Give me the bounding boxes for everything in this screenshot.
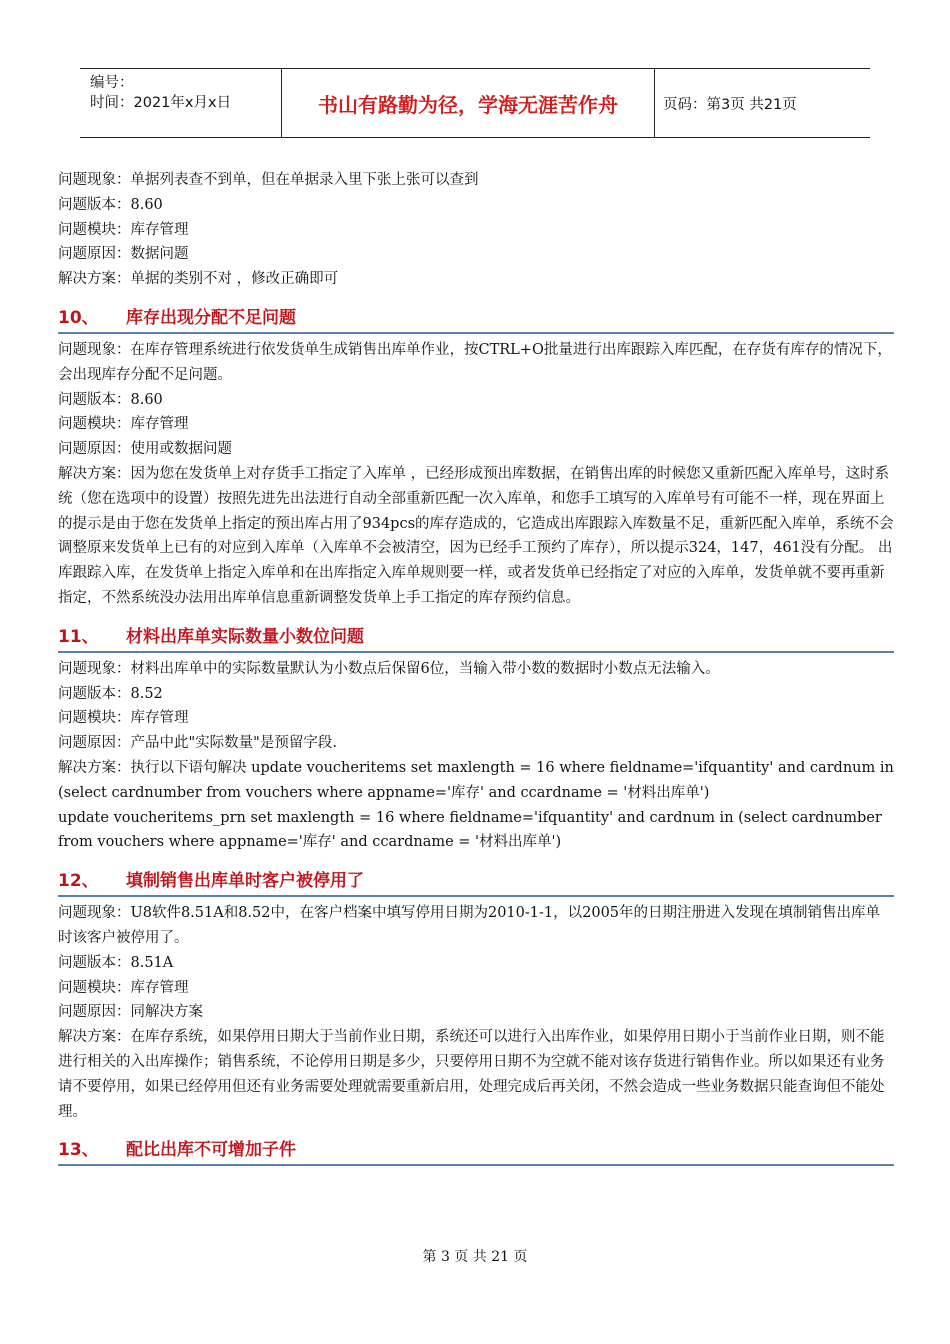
section-11-extra-sql: update voucheritems_prn set maxlength = 16 where fieldname='ifquantity' and cardnum in (select cardnumber from vouchers where appname='库存' and ccardname = '材料出库单') <box>58 809 882 851</box>
section-heading-11 <box>58 619 894 653</box>
section-12-solution: 解决方案：在库存系统，如果停用日期大于当前作业日期，系统还可以进行入出库作业，如果停用日期小于当前作业日期，则不能进行相关的入出库操作；销售系统，不论停用日期是多少，只要停用日期不为空就不能对该存货进行销售作业。所以如果还有业务请不要停用，如果已经停用但还有业务需要处理就需要重新启用，处理完成后再关闭，不然会造成一些业务数据只能查询但不能处理。 <box>58 1029 885 1120</box>
section-title: 填制销售出库单时客户被停用了 <box>126 871 364 892</box>
section-11-phenomenon: 问题现象：材料出库单中的实际数量默认为小数点后保留6位，当输入带小数的数据时小数点无法输入。 <box>58 660 720 677</box>
section-heading-12 <box>58 863 894 897</box>
section-number: 13、 <box>58 1140 99 1161</box>
section-12-cause: 问题原因：同解决方案 <box>58 1004 203 1021</box>
document-body <box>58 168 894 1170</box>
section-title: 材料出库单实际数量小数位问题 <box>126 626 364 647</box>
section-heading-13 <box>58 1132 894 1166</box>
section-12-phenomenon: 问题现象：U8软件8.51A和8.52中，在客户档案中填写停用日期为2010-1-1，以2005年的日期注册进入发现在填制销售出库单时该客户被停用了。 <box>58 905 881 946</box>
intro-version: 问题版本：8.60 <box>58 196 163 213</box>
intro-phenomenon: 问题现象：单据列表查不到单，但在单据录入里下张上张可以查到 <box>58 172 479 188</box>
section-11-solution: 解决方案：执行以下语句解决 update voucheritems set maxlength = 16 where fieldname='ifquantity' and cardnum in (select cardnumber from vouchers where appname='库存' and ccardname = '材料出库单') <box>58 759 894 801</box>
section-11-version: 问题版本：8.52 <box>58 685 163 702</box>
section-10-module: 问题模块：库存管理 <box>58 416 189 433</box>
intro-solution: 解决方案：单据的类别不对 ，修改正确即可 <box>58 271 339 288</box>
section-10-cause: 问题原因：使用或数据问题 <box>58 441 232 458</box>
section-11-module: 问题模块：库存管理 <box>58 710 189 727</box>
header-page-label: 页码：第3页 共21页 <box>663 96 797 113</box>
section-11-cause: 问题原因：产品中此"实际数量"是预留字段. <box>58 735 337 752</box>
header-motto: 书山有路勤为径，学海无涯苦作舟 <box>282 69 655 137</box>
header-time-label: 时间：2021年x月x日 <box>90 95 232 111</box>
page-header <box>80 68 870 138</box>
intro-block <box>58 168 894 292</box>
section-10-version: 问题版本：8.60 <box>58 391 163 408</box>
section-12-version: 问题版本：8.51A <box>58 954 174 971</box>
intro-module: 问题模块：库存管理 <box>58 221 189 238</box>
section-number: 10、 <box>58 307 99 328</box>
section-title: 配比出库不可增加子件 <box>126 1140 296 1161</box>
section-10-solution: 解决方案：因为您在发货单上对存货手工指定了入库单 ，已经形成预出库数据，在销售出库的时候您又重新匹配入库单号，这时系统（您在选项中的设置）按照先进先出法进行自动全部重新匹配一次入库单，和您手工填写的入库单号有可能不一样，现在界面上的提示是由于您在发货单上指定的预出库占用了934pcs的库存造成的，它造成出库跟踪入库数量不足，重新匹配入库单，系统不会调整原来发货单上已有的对应到入库单（入库单不会被清空，因为已经手工预约了库存），所以提示324，147，461没有分配。 出库跟踪入库，在发货单上指定入库单和在出库指定入库单规则要一样，或者发货单已经指定了对应的入库单，发货单就不要再重新指定，不然系统没办法用出库单信息重新调整发货单上手工指定的库存预约信息。 <box>58 465 894 606</box>
section-title: 库存出现分配不足问题 <box>126 307 296 328</box>
section-heading-10 <box>58 300 894 334</box>
header-left-cell <box>80 69 282 137</box>
section-number: 12、 <box>58 871 99 892</box>
header-number-label: 编号： <box>90 75 134 91</box>
page-footer <box>0 1246 950 1266</box>
section-number: 11、 <box>58 626 99 647</box>
footer-page-number: 第 3 页 共 21 页 <box>422 1249 528 1265</box>
section-10-phenomenon: 问题现象：在库存管理系统进行依发货单生成销售出库单作业，按CTRL+O批量进行出库跟踪入库匹配，在存货有库存的情况下，会出现库存分配不足问题。 <box>58 341 892 383</box>
intro-cause: 问题原因：数据问题 <box>58 246 189 263</box>
section-12-module: 问题模块：库存管理 <box>58 979 189 996</box>
